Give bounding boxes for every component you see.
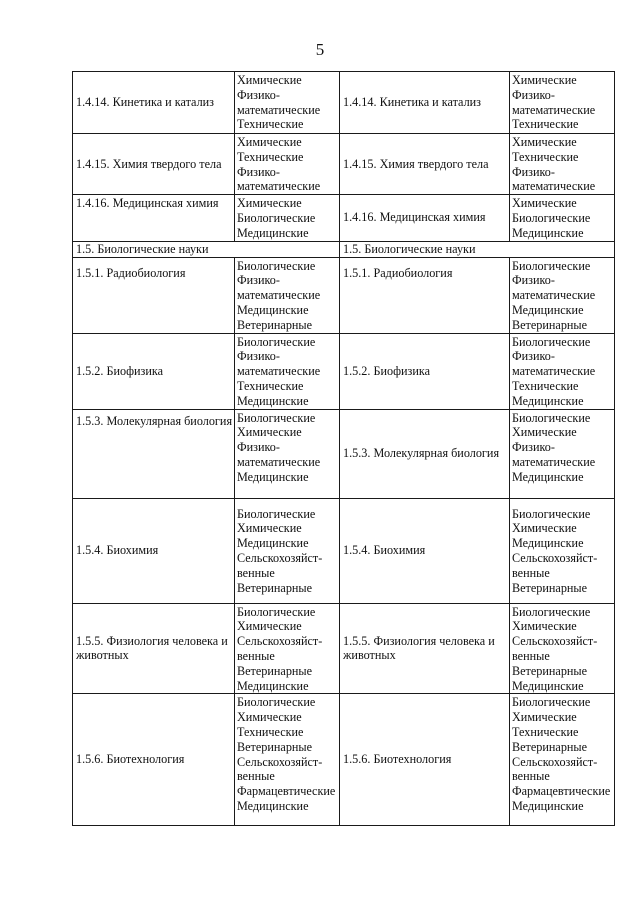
science-item: Ветеринарные <box>237 739 313 754</box>
left-specialty-name: 1.5.2. Биофизика <box>73 333 235 409</box>
table-row <box>73 134 615 195</box>
left-section-title: 1.5. Биологические науки <box>73 241 340 257</box>
left-science-list <box>235 333 340 409</box>
science-item: Биологические <box>237 695 316 710</box>
table-body <box>73 72 615 826</box>
science-item: математические <box>512 179 596 194</box>
right-science-list <box>510 498 615 603</box>
specialties-table <box>72 71 615 826</box>
table-row <box>73 257 615 333</box>
science-item: Биологические <box>512 258 591 273</box>
science-item: Биологические <box>237 334 316 349</box>
science-item: венные <box>512 648 550 663</box>
table-row <box>73 409 615 498</box>
table-row <box>73 694 615 826</box>
science-item: Технические <box>512 117 579 132</box>
science-item: Медицинские <box>512 302 584 317</box>
right-science-list <box>510 333 615 409</box>
left-science-list <box>235 694 340 826</box>
left-science-list <box>235 134 340 195</box>
science-item: Медицинские <box>512 469 584 484</box>
science-item: Технические <box>512 378 579 393</box>
left-science-list <box>235 257 340 333</box>
science-item: Ветеринарные <box>512 580 588 595</box>
science-item: Сельскохозяйст- <box>512 754 598 769</box>
science-item: Ветеринарные <box>237 317 313 332</box>
science-item: Физико- <box>512 164 555 179</box>
right-science-list <box>510 603 615 694</box>
science-item: Ветеринарные <box>512 739 588 754</box>
left-specialty-name: 1.4.15. Химия твердого тела <box>73 134 235 195</box>
science-item: Химические <box>237 73 302 87</box>
right-science-list <box>510 694 615 826</box>
science-item: Биологические <box>512 695 591 710</box>
science-item: Медицинские <box>512 536 584 551</box>
right-science-list <box>510 257 615 333</box>
right-science-list <box>510 134 615 195</box>
science-item: Медицинские <box>237 302 309 317</box>
science-item: Медицинские <box>237 536 309 551</box>
science-item: Медицинские <box>237 393 309 408</box>
science-item: Биологические <box>512 410 591 425</box>
left-specialty-name: 1.5.4. Биохимия <box>73 498 235 603</box>
science-item: Физико- <box>237 164 280 179</box>
science-item: математические <box>237 288 321 303</box>
right-specialty-name: 1.5.5. Физиология человека и животных <box>340 603 510 694</box>
science-item: Технические <box>237 117 304 132</box>
science-item: математические <box>512 364 596 379</box>
science-item: Технические <box>237 378 304 393</box>
science-item: Химические <box>512 135 577 149</box>
science-item: Физико- <box>237 440 280 455</box>
science-item: Химические <box>237 521 302 536</box>
science-item: венные <box>237 769 275 784</box>
science-item: Химические <box>512 73 577 87</box>
science-item: Технические <box>237 724 304 739</box>
science-item: Сельскохозяйст- <box>512 551 598 566</box>
left-specialty-name: 1.5.3. Молекулярная биология <box>73 409 235 498</box>
science-item: Химические <box>237 196 302 211</box>
science-item: Ветеринарные <box>512 317 588 332</box>
science-item: Химические <box>512 710 577 725</box>
science-item: математические <box>237 179 321 194</box>
left-science-list <box>235 72 340 134</box>
table-row <box>73 498 615 603</box>
science-item: Физико- <box>512 87 555 102</box>
left-specialty-name: 1.4.16. Медицинская химия <box>73 195 235 241</box>
science-item: Биологические <box>512 334 591 349</box>
science-item: Физико- <box>512 440 555 455</box>
science-item: Физико- <box>512 349 555 364</box>
science-item: математические <box>512 288 596 303</box>
science-item: Медицинские <box>512 678 584 693</box>
science-item: Ветеринарные <box>237 663 313 678</box>
right-science-list <box>510 72 615 134</box>
right-specialty-name: 1.5.1. Радиобиология <box>340 257 510 333</box>
science-item: Медицинские <box>237 678 309 693</box>
science-item: Химические <box>512 521 577 536</box>
table-row <box>73 195 615 241</box>
science-item: Химические <box>512 425 577 440</box>
science-item: Технические <box>512 149 579 164</box>
science-item: Биологические <box>237 210 316 225</box>
left-science-list <box>235 409 340 498</box>
science-item: венные <box>512 769 550 784</box>
science-item: Сельскохозяйст- <box>237 551 323 566</box>
science-item: Химические <box>237 425 302 440</box>
science-item: Химические <box>237 619 302 634</box>
science-item: Химические <box>512 619 577 634</box>
right-specialty-name: 1.5.4. Биохимия <box>340 498 510 603</box>
science-item: Физико- <box>512 273 555 288</box>
right-specialty-name: 1.5.2. Биофизика <box>340 333 510 409</box>
science-item: Медицинские <box>512 798 584 813</box>
science-item: математические <box>512 102 596 117</box>
science-item: Медицинские <box>512 393 584 408</box>
section-header-row <box>73 241 615 257</box>
science-item: Фармацевтические <box>237 784 336 799</box>
science-item: Биологические <box>237 604 316 619</box>
science-item: математические <box>237 102 321 117</box>
right-specialty-name: 1.4.15. Химия твердого тела <box>340 134 510 195</box>
right-specialty-name: 1.5.6. Биотехнология <box>340 694 510 826</box>
science-item: Медицинские <box>237 225 309 240</box>
table-row <box>73 72 615 134</box>
right-specialty-name: 1.5.3. Молекулярная биология <box>340 409 510 498</box>
right-specialty-name: 1.4.14. Кинетика и катализ <box>340 72 510 134</box>
science-item: Физико- <box>237 87 280 102</box>
science-item: математические <box>512 454 596 469</box>
science-item: Физико- <box>237 273 280 288</box>
science-item: Сельскохозяйст- <box>237 754 323 769</box>
right-science-list <box>510 195 615 241</box>
science-item: Ветеринарные <box>512 663 588 678</box>
right-section-title: 1.5. Биологические науки <box>340 241 615 257</box>
science-item: венные <box>512 565 550 580</box>
science-item: венные <box>237 565 275 580</box>
left-specialty-name: 1.5.1. Радиобиология <box>73 257 235 333</box>
science-item: венные <box>237 648 275 663</box>
right-science-list <box>510 409 615 498</box>
table-row <box>73 603 615 694</box>
science-item: Химические <box>237 135 302 149</box>
science-item: Технические <box>237 149 304 164</box>
science-item: Фармацевтические <box>512 784 611 799</box>
science-item: математические <box>237 454 321 469</box>
right-specialty-name: 1.4.16. Медицинская химия <box>340 195 510 241</box>
left-specialty-name: 1.4.14. Кинетика и катализ <box>73 72 235 134</box>
science-item: Технические <box>512 724 579 739</box>
science-item: математические <box>237 364 321 379</box>
science-item: Ветеринарные <box>237 580 313 595</box>
science-item: Сельскохозяйст- <box>512 634 598 649</box>
science-item: Химические <box>512 196 577 211</box>
science-item: Медицинские <box>237 798 309 813</box>
left-specialty-name: 1.5.5. Физиология человека и животных <box>73 603 235 694</box>
page-number: 5 <box>315 40 325 59</box>
science-item: Физико- <box>237 349 280 364</box>
left-science-list <box>235 498 340 603</box>
left-specialty-name: 1.5.6. Биотехнология <box>73 694 235 826</box>
science-item: Биологические <box>237 506 316 521</box>
science-item: Медицинские <box>237 469 309 484</box>
science-item: Сельскохозяйст- <box>237 634 323 649</box>
science-item: Биологические <box>237 258 316 273</box>
science-item: Биологические <box>237 410 316 425</box>
table-row <box>73 333 615 409</box>
left-science-list <box>235 195 340 241</box>
science-item: Биологические <box>512 506 591 521</box>
science-item: Медицинские <box>512 225 584 240</box>
science-item: Биологические <box>512 604 591 619</box>
science-item: Биологические <box>512 210 591 225</box>
science-item: Химические <box>237 710 302 725</box>
left-science-list <box>235 603 340 694</box>
